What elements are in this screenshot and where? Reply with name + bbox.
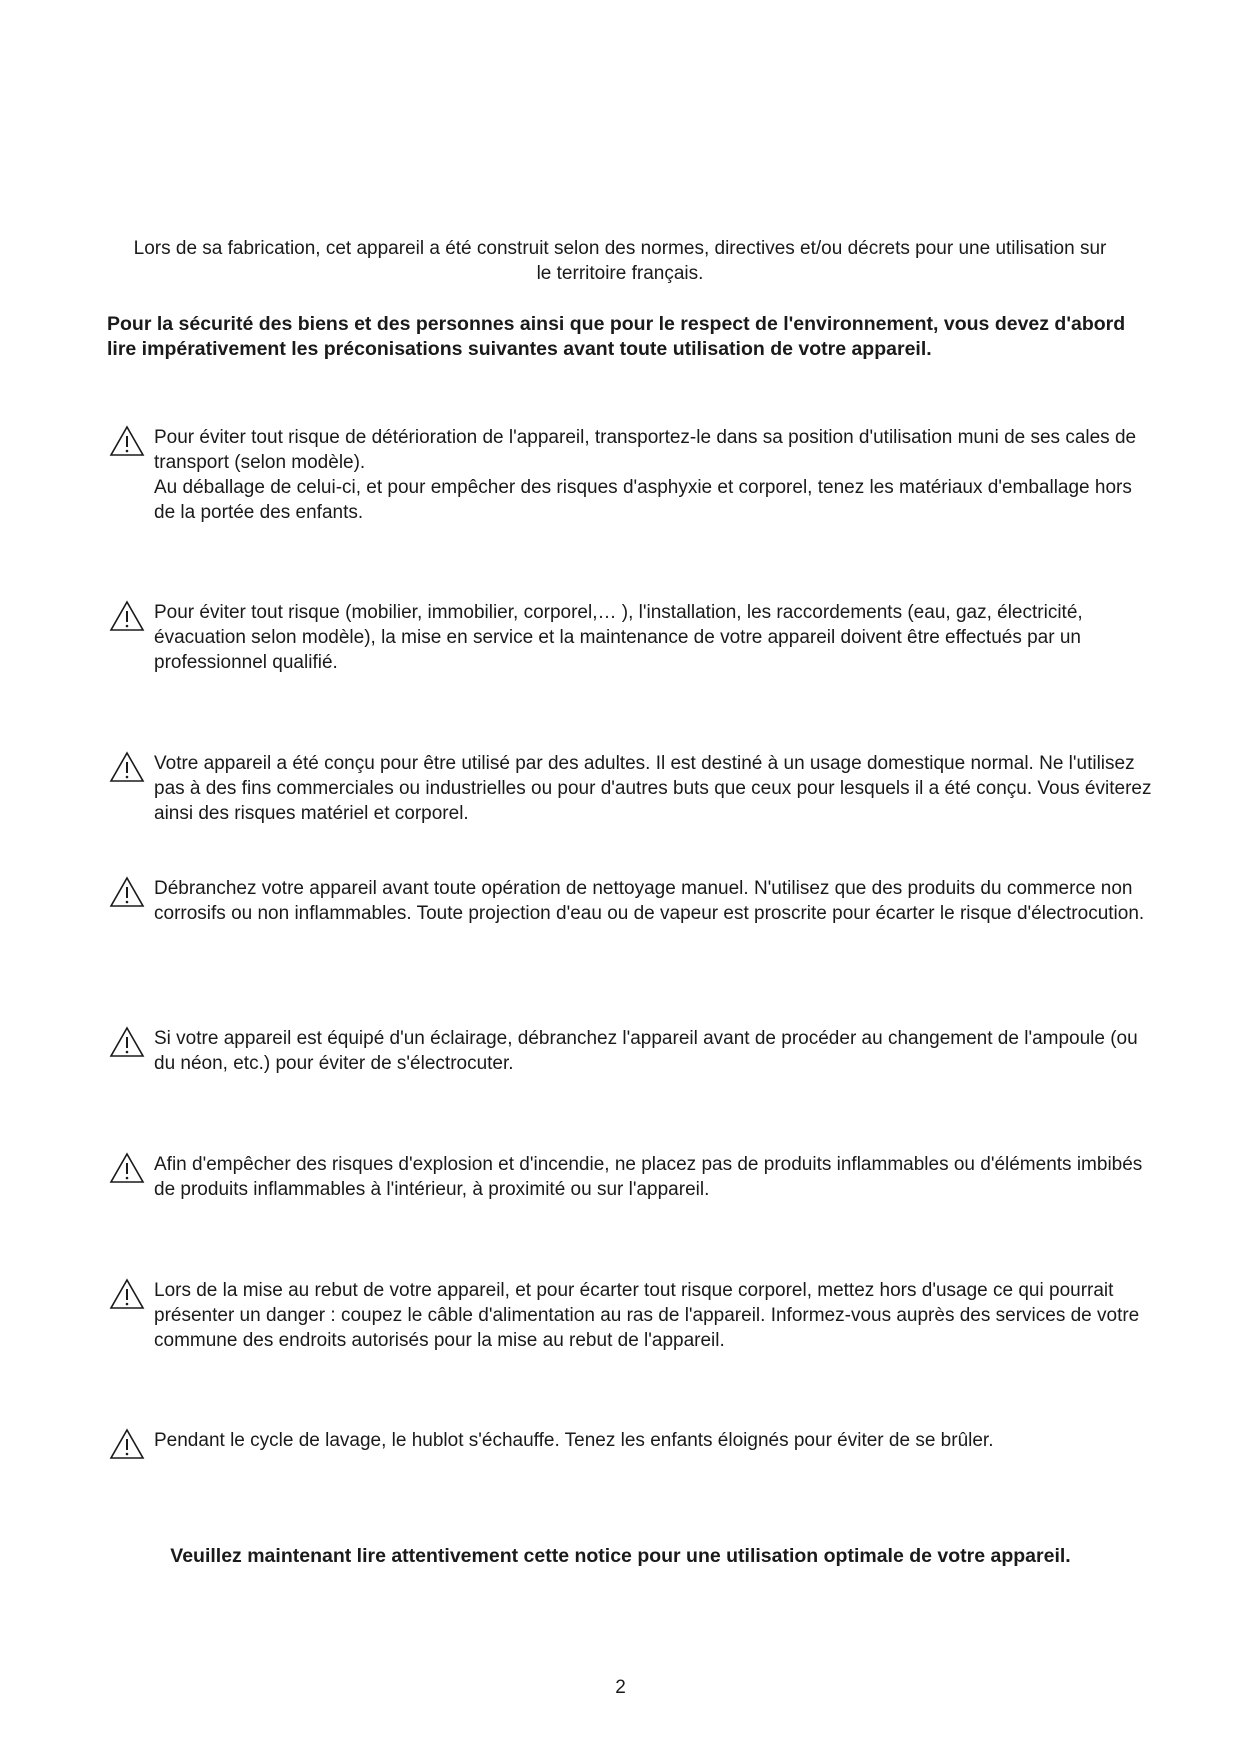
intro-paragraph: Lors de sa fabrication, cet appareil a été construit selon des normes, directives et/ou décrets pour une utilisation sur le territoire français. bbox=[133, 238, 1107, 284]
warning-paragraph: Débranchez votre appareil avant toute opération de nettoyage manuel. N'utilisez que des produits du commerce non corrosifs ou non inflammables. Toute projection d'eau ou de vapeur est proscrite pour écarter le risque d'électrocution. bbox=[154, 878, 1145, 924]
warning-item bbox=[109, 1152, 1159, 1202]
warning-text bbox=[154, 876, 1154, 926]
warning-paragraph: Afin d'empêcher des risques d'explosion et d'incendie, ne placez pas de produits inflammables ou d'éléments imbibés de produits inflammables à l'intérieur, à proximité ou sur l'appareil. bbox=[154, 1154, 1143, 1200]
warning-paragraph: Si votre appareil est équipé d'un éclairage, débranchez l'appareil avant de procéder au changement de l'ampoule (ou du néon, etc.) pour éviter de s'électrocuter. bbox=[154, 1028, 1138, 1074]
warning-text bbox=[154, 1026, 1154, 1076]
warning-text bbox=[154, 600, 1154, 675]
warning-text bbox=[154, 1428, 1154, 1453]
warning-item bbox=[109, 1428, 1159, 1453]
warning-paragraph: Pour éviter tout risque de détérioration de l'appareil, transportez-le dans sa position d'utilisation muni de ses cales de transport (selon modèle). bbox=[154, 427, 1137, 473]
warning-triangle-icon bbox=[109, 425, 145, 457]
closing-notice: Veuillez maintenant lire attentivement cette notice pour une utilisation optimale de votre appareil. bbox=[170, 1545, 1071, 1567]
warning-text bbox=[154, 751, 1154, 826]
warning-text bbox=[154, 1278, 1154, 1353]
important-notice: Pour la sécurité des biens et des personnes ainsi que pour le respect de l'environnement, vous devez d'abord lire impérativement les préconisations suivantes avant toute utilisation de votre appareil. bbox=[107, 313, 1126, 360]
warning-paragraph: Votre appareil a été conçu pour être utilisé par des adultes. Il est destiné à un usage domestique normal. Ne l'utilisez pas à des fins commerciales ou industrielles ou pour d'autres buts que ceux pour lesquels il a été conçu. Vous éviterez ainsi des risques matériel et corporel. bbox=[154, 753, 1152, 824]
warning-triangle-icon bbox=[109, 1026, 145, 1058]
warning-text bbox=[154, 425, 1154, 525]
page-number: 2 bbox=[615, 1677, 626, 1698]
warning-paragraph: Pour éviter tout risque (mobilier, immobilier, corporel,… ), l'installation, les raccordements (eau, gaz, électricité, évacuation selon modèle), la mise en service et la maintenance de votre appareil doivent être effectués par un professionnel qualifié. bbox=[154, 602, 1083, 673]
warning-item bbox=[109, 425, 1159, 525]
warning-item bbox=[109, 600, 1159, 675]
warning-triangle-icon bbox=[109, 751, 145, 783]
warning-paragraph: Au déballage de celui-ci, et pour empêcher des risques d'asphyxie et corporel, tenez les matériaux d'emballage hors de la portée des enfants. bbox=[154, 477, 1132, 523]
warning-item bbox=[109, 751, 1159, 826]
warning-text bbox=[154, 1152, 1154, 1202]
warning-triangle-icon bbox=[109, 1278, 145, 1310]
warning-item bbox=[109, 1278, 1159, 1353]
warning-paragraph: Lors de la mise au rebut de votre appareil, et pour écarter tout risque corporel, mettez hors d'usage ce qui pourrait présenter un danger : coupez le câble d'alimentation au ras de l'appareil. Informez-vous auprès des services de votre commune des endroits autorisés pour la mise au rebut de l'appareil. bbox=[154, 1280, 1140, 1351]
warning-item bbox=[109, 876, 1159, 926]
warning-triangle-icon bbox=[109, 600, 145, 632]
warning-triangle-icon bbox=[109, 1152, 145, 1184]
warning-triangle-icon bbox=[109, 1428, 145, 1460]
warning-item bbox=[109, 1026, 1159, 1076]
warning-paragraph: Pendant le cycle de lavage, le hublot s'échauffe. Tenez les enfants éloignés pour éviter de se brûler. bbox=[154, 1430, 994, 1451]
warning-triangle-icon bbox=[109, 876, 145, 908]
